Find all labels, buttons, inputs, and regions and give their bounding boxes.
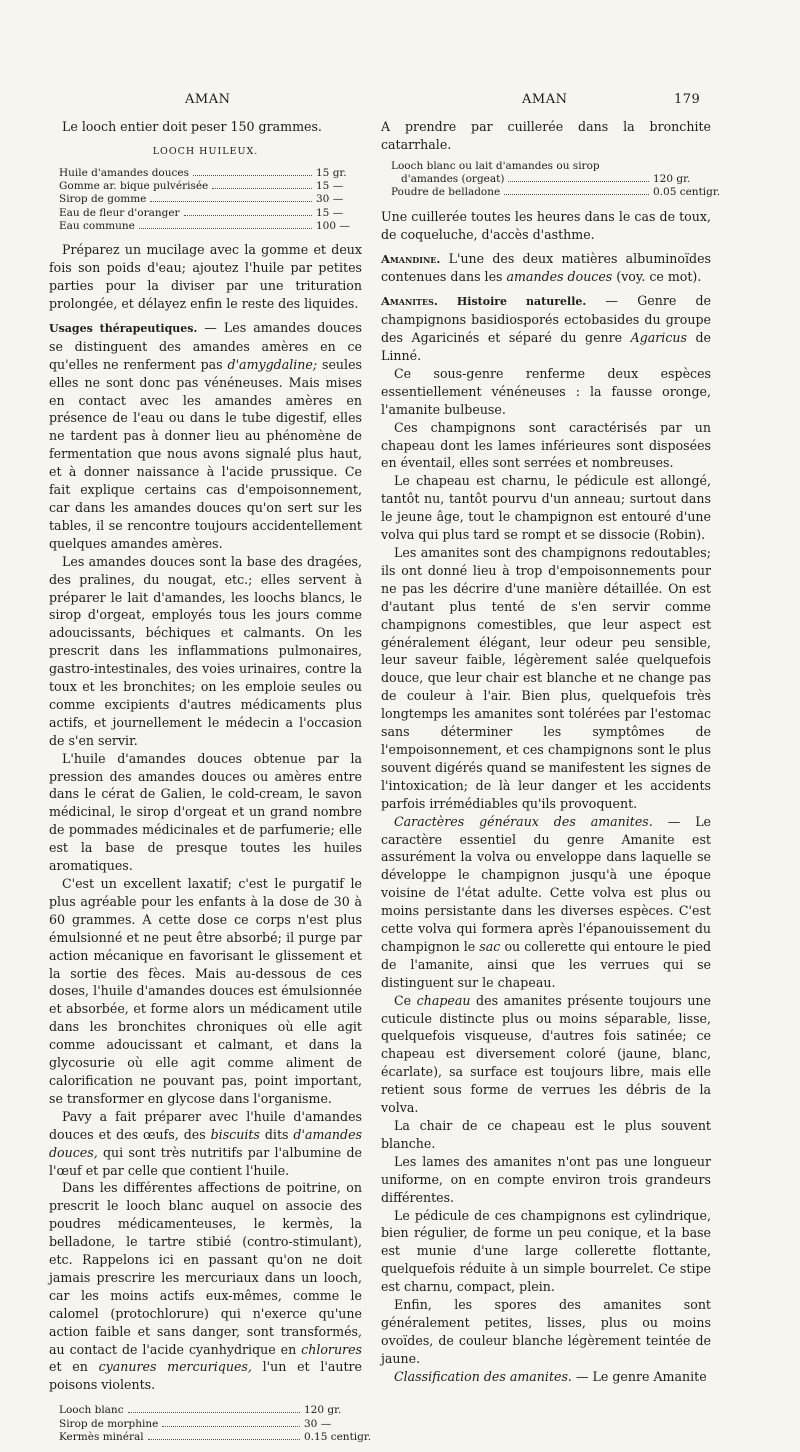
recipe-row: Kermès minéral 0.15 centigr.	[59, 1430, 372, 1443]
recipe-looch-huileux	[59, 167, 362, 233]
paragraph: Le looch entier doit peser 150 grammes.	[62, 119, 322, 134]
paragraph: L'huile d'amandes douces obtenue par la pression des amandes douces ou amères entre dans le cérat de Galien, le cold-cream, le savon médicinal, le sirop d'orgeat et un grand nombre de pommades médicinales et de parfumerie; elle est la base de presque toutes les huiles aromatiques.	[49, 750, 362, 874]
paragraph: Caractères généraux des amanites. — Le caractère essentiel du genre Amanite est assurément la volva ou enveloppe dans laquelle se développe le champignon jusqu'à une époque voisine de l'état adulte. Cette volva est plus ou moins persistante dans les diverses espèces. C'est cette volva qui formera après l'épanouissement du champignon le sac ou collerette qui entoure le pied de l'amanite, ainsi que les verrues qui se distinguent sur le chapeau.	[381, 813, 712, 990]
paragraph-usages: Usages thérapeutiques. — Les amandes douces se distinguent des amandes amères en ce qu'elles ne renferment pas d'amygdaline; seules elles ne sont donc pas vénéneuses. Mais mises en contact avec les amandes amères en présence de l'eau ou dans le tube digestif, elles ne tardent pas à donner lieu au phénomène de fermentation que nous avons signalé plus haut, et à donner naissance à l'acide prussique. Ce fait explique certains cas d'empoisonnement, car dans les amandes douces qu'on sert sur les tables, il se rencontre toujours accidentellement quelques amandes amères.	[49, 319, 362, 551]
paragraph: Dans les différentes affections de poitrine, on prescrit le looch blanc auquel on associe des poudres médicamenteuses, le kermès, la belladone, le tartre stibié (contro-stimulant), etc. Rappelons ici en passant qu'on ne doit jamais prescrire les mercuriaux dans un looch, car les moins actifs eux-mêmes, comme le calomel (protochlorure) qui n'exerce qu'une action faible et sans danger, sont transformés, au contact de l'acide cyanhydrique en chlorures et en cyanures mercuriques, l'un et l'autre poisons violents.	[49, 1180, 362, 1393]
paragraph: Ce chapeau des amanites présente toujours une cuticule distincte plus ou moins séparable, lisse, quelquefois visqueuse, d'autres fois satinée; ce chapeau est diversement coloré (jaune, blanc, écarlate), sa surface est toujours libre, mais elle retient sous forme de verrues les débris de la volva.	[381, 992, 712, 1116]
paragraph: C'est un excellent laxatif; c'est le purgatif le plus agréable pour les enfants à la dose de 30 à 60 grammes. A cette dose ce corps n'est plus émulsionné et ne peut être absorbé; il purge par action mécanique en favorisant le glissement et la sortie des fèces. Mais au-dessous de ces doses, l'huile d'amandes douces est émulsionnée et absorbée, et forme alors un médicament utile dans les bronchites chroniques où elle agit comme adoucissant et calmant, et dans la glycosurie où elle agit comme aliment de calorification ne pouvant pas, point important, se transformer en glycose dans l'organisme.	[49, 876, 362, 1106]
recipe-row: Poudre de belladone 0.05 centigr.	[391, 186, 721, 199]
page-number: 179	[674, 92, 701, 107]
entry-amandine: Amandine. L'une des deux matières albuminoïdes contenues dans les amandes douces (voy. ce mot).	[381, 250, 711, 285]
paragraph: Les amanites sont des champignons redoutables; ils ont donné lieu à trop d'empoisonnements pour ne pas les décrire d'une manière détaillée. On est d'autant plus tenté de s'en servir comme champignons comestibles, que leur aspect est généralement élégant, leur odeur peu sensible, leur saveur faible, légèrement salée quelquefois douce, que leur chair est blanche et ne change pas de couleur à l'air. Bien plus, quelquefois très longtemps les amanites sont tolérées par l'estomac sans déterminer les symptômes de l'empoisonnement, et ces champignons sont le plus souvent digérés quand se manifestent les signes de l'intoxication; de là leur danger et les accidents parfois irrémédiables qu'ils provoquent.	[381, 545, 711, 811]
header-left: AMAN	[185, 92, 231, 107]
recipe-row: d'amandes (orgeat) 120 gr.	[401, 173, 691, 186]
paragraph: La chair de ce chapeau est le plus souvent blanche.	[381, 1118, 711, 1151]
entry-headword: Amanites.	[381, 294, 438, 309]
paragraph: Enfin, les spores des amanites sont généralement petites, lisses, plus ou moins ovoïdes, de couleur blanche légèrement teintée de jaune.	[381, 1297, 711, 1366]
recipe-row: Looch blanc 120 gr.	[59, 1404, 342, 1417]
recipe-row: Eau de fleur d'oranger 15 —	[59, 206, 344, 219]
recipe-looch-kermes	[59, 1404, 372, 1444]
section-lead: Classification des amanites.	[394, 1368, 572, 1384]
header-right: AMAN	[522, 92, 568, 107]
paragraph: Ce sous-genre renferme deux espèces essentiellement vénéneuses : la fausse oronge, l'amanite bulbeuse.	[381, 365, 711, 417]
paragraph: A prendre par cuillerée dans la bronchite catarrhale.	[381, 119, 711, 152]
left-column	[49, 118, 372, 1452]
entry-amanites: Amanites. Histoire naturelle. — Genre de champignons basidiosporés ectobasides du groupe des Agaricinés et séparé du genre Agaricus de Linné.	[381, 293, 712, 364]
recipe-row: Looch blanc ou lait d'amandes ou sirop	[391, 159, 600, 172]
section-lead: Histoire naturelle.	[437, 295, 587, 309]
recipe-row: Gomme ar. bique pulvérisée 15 —	[59, 180, 344, 193]
paragraph: Ces champignons sont caractérisés par un chapeau dont les lames inférieures sont disposées en éventail, elles sont serrées et nombreuses.	[381, 419, 711, 471]
recipe-row: Sirop de gomme 30 —	[59, 193, 344, 206]
paragraph: Les lames des amanites n'ont pas une longueur uniforme, on en compte environ trois grandeurs différentes.	[381, 1153, 711, 1205]
recipe-row: Eau commune 100 —	[59, 220, 350, 232]
section-lead: Caractères généraux des amanites.	[394, 813, 653, 829]
paragraph: Les amandes douces sont la base des dragées, des pralines, du nougat, etc.; elles servent à préparer le lait d'amandes, les loochs blancs, le sirop d'orgeat, employés tous les jours comme adoucissants, béchiques et calmants. On les prescrit dans les inflammations pulmonaires, gastro-intestinales, des voies urinaires, contre la toux et les bronchites; on les emploie seules ou comme excipients d'autres médicaments plus actifs, et journellement le médecin a l'occasion de s'en servir.	[49, 553, 362, 748]
section-lead: Usages thérapeutiques.	[49, 321, 198, 335]
recipe-row: Huile d'amandes douces 15 gr.	[59, 166, 347, 179]
entry-headword: Amandine.	[381, 251, 441, 266]
paragraph: Le pédicule de ces champignons est cylindrique, bien régulier, de forme un peu conique, et la base est munie d'une large collerette flottante, quelquefois réduite à un simple bourrelet. Ce stipe est charnu, compact, plein.	[381, 1207, 711, 1295]
right-column	[381, 118, 721, 1386]
recipe-belladone	[391, 159, 721, 200]
paragraph: Classification des amanites. — Le genre Amanite	[394, 1368, 707, 1384]
paragraph: Le chapeau est charnu, le pédicule est allongé, tantôt nu, tantôt pourvu d'un anneau; surtout dans le jeune âge, tout le champignon est entouré d'une volva qui plus tard se rompt et se dissocie (Robin).	[381, 473, 711, 543]
paragraph: Une cuillerée toutes les heures dans le cas de toux, de coqueluche, d'accès d'asthme.	[381, 208, 711, 242]
recipe-title: LOOCH HUILEUX.	[152, 145, 259, 157]
paragraph: Pavy a fait préparer avec l'huile d'amandes douces et des œufs, des biscuits dits d'amandes douces, qui sont très nutritifs par l'albumine de l'œuf et par celle que contient l'huile.	[49, 1108, 362, 1178]
paragraph: Préparez un mucilage avec la gomme et deux fois son poids d'eau; ajoutez l'huile par petites parties pour la diviser par une trituration prolongée, et délayez enfin le reste des liquides.	[49, 242, 362, 312]
recipe-row: Sirop de morphine 30 —	[59, 1417, 332, 1430]
running-header	[0, 92, 800, 112]
